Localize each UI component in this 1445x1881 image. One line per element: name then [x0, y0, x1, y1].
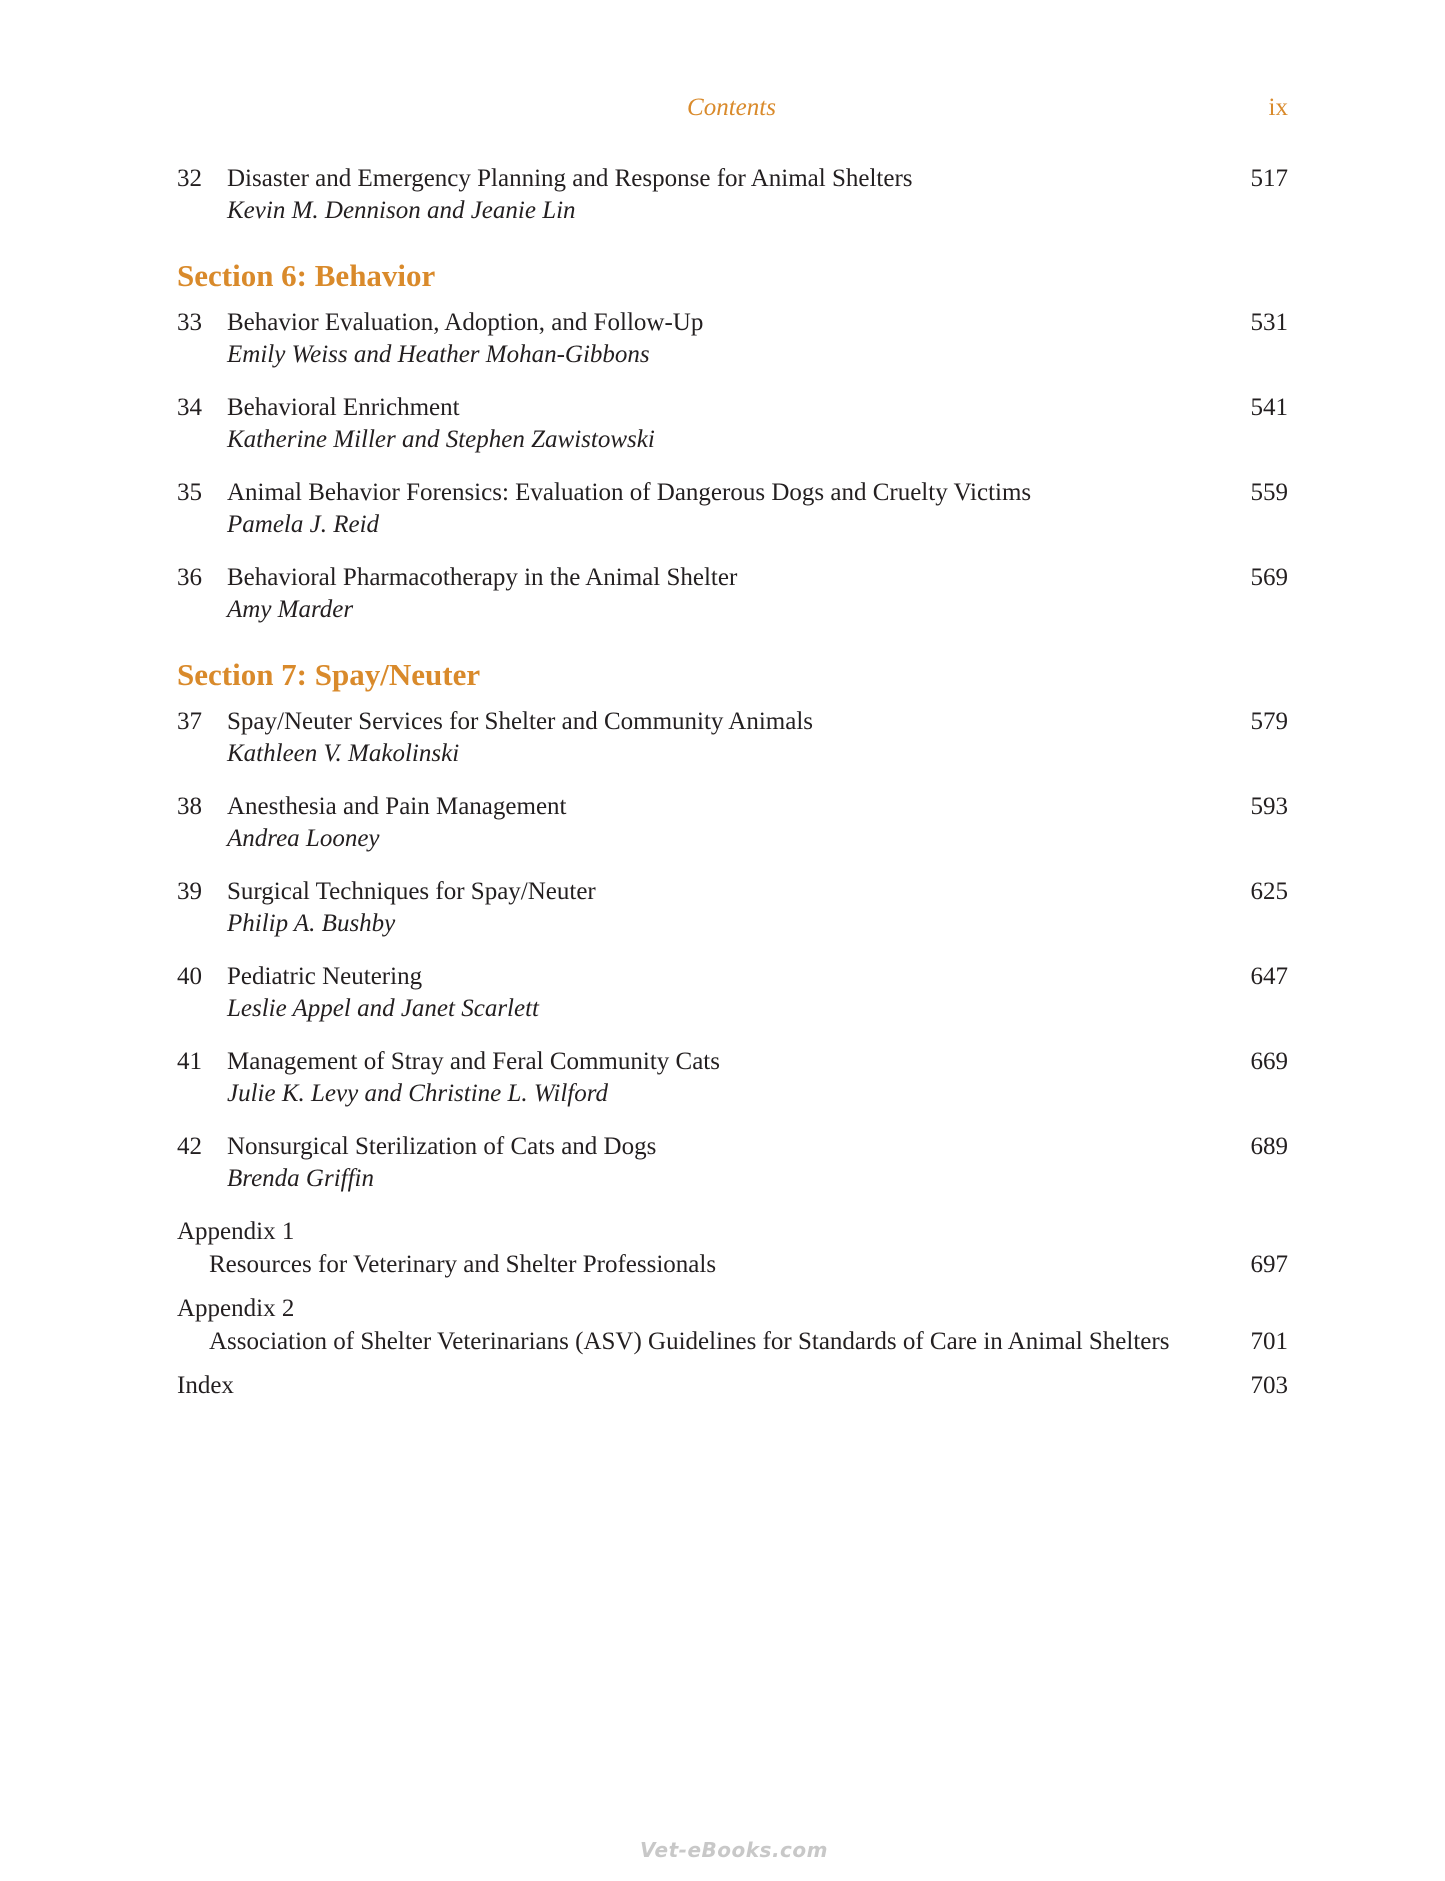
chapter-number: 40	[177, 963, 202, 990]
toc-entry[interactable]	[177, 1045, 1288, 1111]
chapter-authors: Andrea Looney	[227, 825, 380, 852]
appendix-title: Association of Shelter Veterinarians (ASV) Guidelines for Standards of Care in Animal Shelters	[209, 1328, 1170, 1355]
page-number: 625	[1250, 878, 1288, 905]
toc-entry[interactable]	[177, 561, 1288, 627]
page-folio: ix	[1268, 94, 1288, 121]
toc-entry[interactable]	[177, 1130, 1288, 1196]
chapter-number: 37	[177, 708, 202, 735]
page-number: 541	[1250, 394, 1288, 421]
chapter-number: 41	[177, 1048, 202, 1075]
page-number: 579	[1250, 708, 1288, 735]
chapter-title: Animal Behavior Forensics: Evaluation of Dangerous Dogs and Cruelty Victims	[227, 479, 1032, 506]
page-number: 697	[1250, 1251, 1288, 1278]
chapter-authors: Kevin M. Dennison and Jeanie Lin	[227, 197, 576, 224]
chapter-number: 32	[177, 165, 202, 192]
table-of-contents	[177, 162, 1288, 1402]
chapter-authors: Leslie Appel and Janet Scarlett	[227, 995, 539, 1022]
chapter-title: Behavioral Enrichment	[227, 394, 460, 421]
toc-appendix-entry[interactable]	[177, 1292, 1288, 1358]
chapter-title: Anesthesia and Pain Management	[227, 793, 567, 820]
page-number: 593	[1250, 793, 1288, 820]
appendix-label: Appendix 2	[177, 1295, 295, 1322]
section-heading-behavior: Section 6: Behavior	[177, 258, 436, 293]
chapter-authors: Julie K. Levy and Christine L. Wilford	[227, 1080, 609, 1107]
toc-entry[interactable]	[177, 705, 1288, 771]
page-number: 647	[1250, 963, 1288, 990]
chapter-title: Behavioral Pharmacotherapy in the Animal Shelter	[227, 564, 738, 591]
chapter-title: Behavior Evaluation, Adoption, and Follow-Up	[227, 309, 704, 336]
chapter-number: 36	[177, 564, 202, 591]
section-heading-spay-neuter: Section 7: Spay/Neuter	[177, 657, 481, 692]
chapter-title: Pediatric Neutering	[227, 963, 423, 990]
chapter-title: Disaster and Emergency Planning and Response for Animal Shelters	[227, 165, 913, 192]
watermark-logo: Vet-eBooks.com	[640, 1838, 828, 1862]
page-number: 559	[1250, 479, 1288, 506]
chapter-title: Spay/Neuter Services for Shelter and Community Animals	[227, 708, 814, 735]
page-number: 569	[1250, 564, 1288, 591]
chapter-number: 38	[177, 793, 202, 820]
toc-index-entry[interactable]	[177, 1369, 1288, 1402]
chapter-authors: Emily Weiss and Heather Mohan-Gibbons	[227, 341, 650, 368]
toc-entry[interactable]	[177, 875, 1288, 941]
chapter-authors: Kathleen V. Makolinski	[227, 740, 460, 767]
toc-entry[interactable]	[177, 790, 1288, 856]
chapter-authors: Pamela J. Reid	[227, 511, 380, 538]
chapter-number: 33	[177, 309, 202, 336]
chapter-authors: Brenda Griffin	[227, 1165, 374, 1192]
page-number: 517	[1250, 165, 1288, 192]
chapter-number: 35	[177, 479, 202, 506]
appendix-title: Resources for Veterinary and Shelter Professionals	[209, 1251, 717, 1278]
page-number: 703	[1250, 1372, 1288, 1399]
toc-entry[interactable]	[177, 162, 1288, 228]
page-number: 701	[1250, 1328, 1288, 1355]
chapter-title: Management of Stray and Feral Community Cats	[227, 1048, 720, 1075]
chapter-authors: Katherine Miller and Stephen Zawistowski	[227, 426, 655, 453]
page-number: 689	[1250, 1133, 1288, 1160]
page-number: 669	[1250, 1048, 1288, 1075]
appendix-label: Appendix 1	[177, 1218, 295, 1245]
chapter-number: 34	[177, 394, 202, 421]
chapter-title: Surgical Techniques for Spay/Neuter	[227, 878, 596, 905]
chapter-authors: Philip A. Bushby	[227, 910, 396, 937]
running-head	[0, 94, 1445, 126]
chapter-authors: Amy Marder	[227, 596, 354, 623]
toc-entry[interactable]	[177, 960, 1288, 1026]
chapter-number: 39	[177, 878, 202, 905]
chapter-number: 42	[177, 1133, 202, 1160]
running-head-title: Contents	[687, 94, 776, 121]
page-number: 531	[1250, 309, 1288, 336]
toc-appendix-entry[interactable]	[177, 1215, 1288, 1281]
toc-entry[interactable]	[177, 391, 1288, 457]
toc-entry[interactable]	[177, 476, 1288, 542]
index-label: Index	[177, 1372, 234, 1399]
chapter-title: Nonsurgical Sterilization of Cats and Dogs	[227, 1133, 657, 1160]
toc-entry[interactable]	[177, 306, 1288, 372]
